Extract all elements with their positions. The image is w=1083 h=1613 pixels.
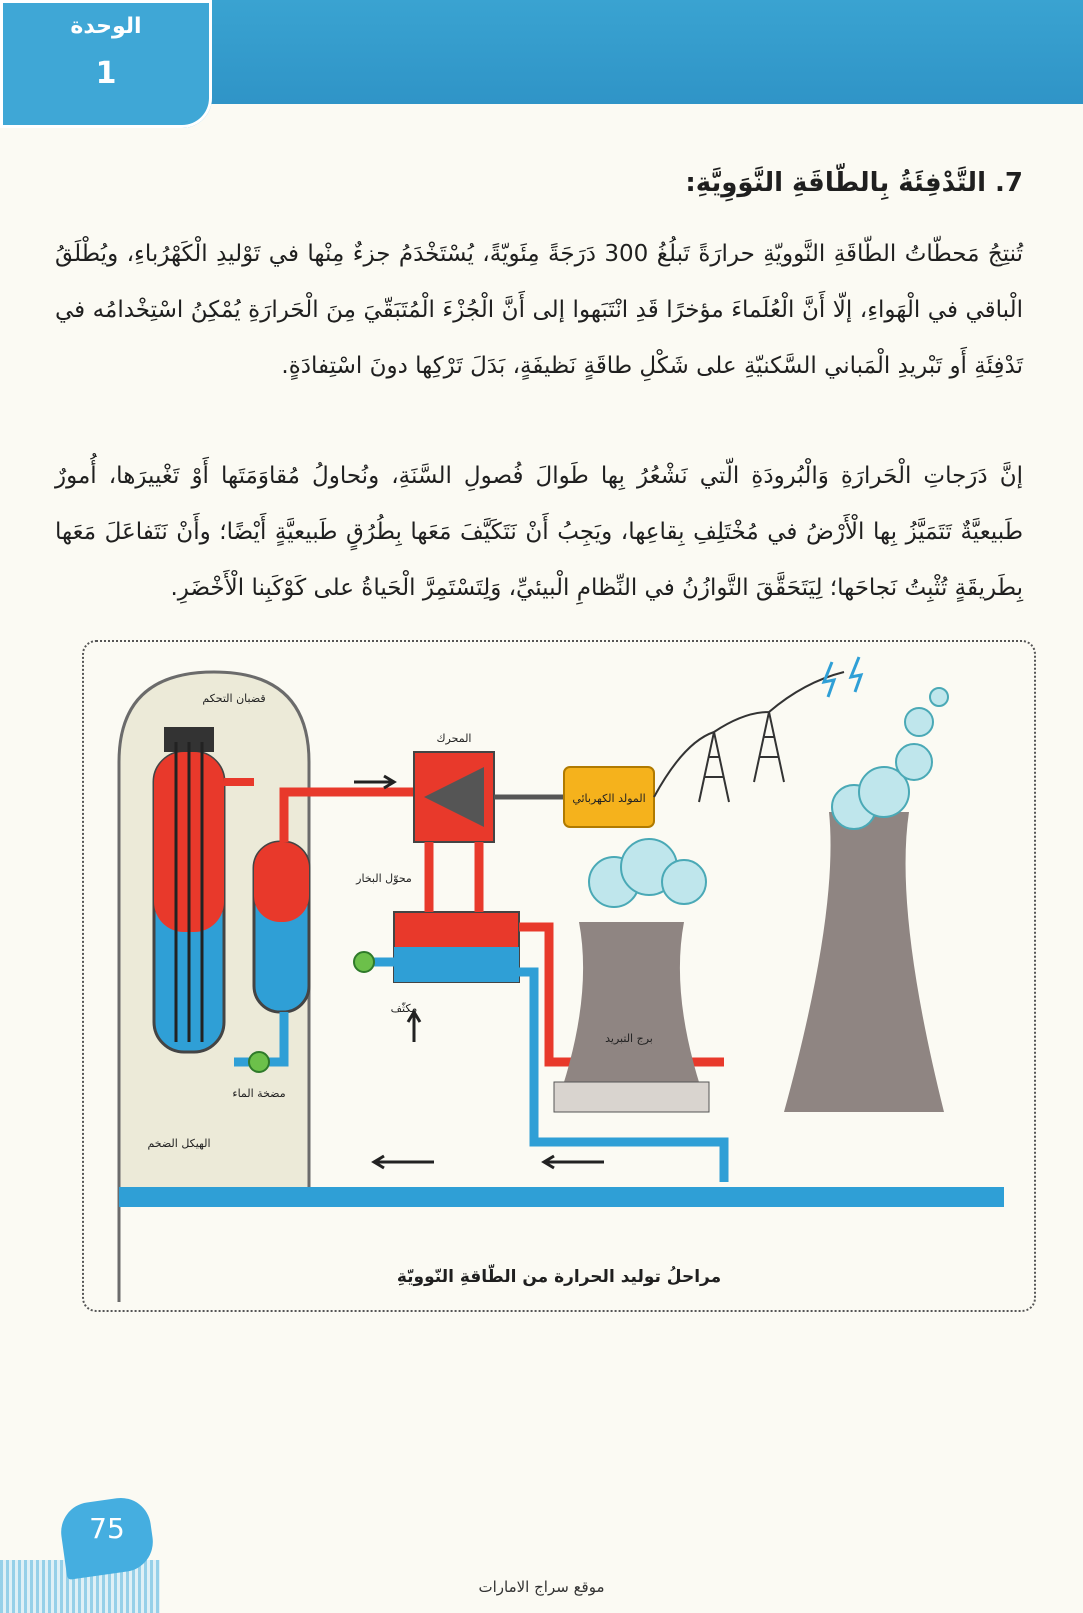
steam-generator-hot bbox=[254, 842, 309, 922]
paragraph-temperature: إنَّ دَرَجاتِ الْحَرارَةِ وَالْبُرودَةِ الّتي نَشْعُرُ بِها طَوالَ فُصولِ السَّنَةِ، ونُحاولُ مُقاوَمَتَها أَوْ تَغْييرَها، أُمورٌ طَبيعيَّةٌ تَتَمَيَّزُ بِها الْأَرْضُ في مُخْتَلِفِ بِقاعِها، ويَجِبُ أَنْ نَتَكَيَّفَ مَعَها بِطُرُقٍ طَبيعيَّةٍ أَيْضًا؛ وأَنْ نَتَفاعَلَ مَعَها بِطَريقَةٍ تُثْبِتُ نَجاحَها؛ لِيَتَحَقَّقَ التَّوازُنُ في النِّظامِ الْبيئيِّ، وَلِتَسْتَمِرَّ الْحَياةُ على كَوْكَبِنا الْأَخْضَرِ. bbox=[55, 463, 1023, 601]
lightning-icon bbox=[824, 662, 834, 697]
label-containment: الهيكل الضخم bbox=[147, 1137, 211, 1150]
label-water-pump: مضخة الماء bbox=[232, 1087, 286, 1100]
cooling-tower-2 bbox=[784, 812, 944, 1112]
section-heading: 7. التَّدْفِئَةُ بِالطّاقَةِ النَّوَوِيَّةِ: bbox=[685, 168, 1023, 198]
label-generator: المولد الكهربائي bbox=[572, 792, 646, 805]
condenser-cool-zone bbox=[394, 947, 519, 982]
label-cooling-tower: برج التبريد bbox=[605, 1032, 653, 1045]
water-pump-icon bbox=[249, 1052, 269, 1072]
page-number: 75 bbox=[89, 1512, 125, 1545]
steam-pipes bbox=[429, 842, 479, 912]
unit-label: الوحدة bbox=[70, 14, 142, 39]
footer-site-name: موقع سراج الامارات bbox=[478, 1578, 605, 1596]
figure-caption: مراحلُ توليد الحرارة من الطّاقةِ النّوويّةِ bbox=[396, 1267, 722, 1287]
unit-tab bbox=[0, 0, 212, 128]
label-condenser: مكثّف bbox=[390, 1002, 418, 1015]
lightning-icon bbox=[851, 657, 861, 692]
power-pylon-icons bbox=[654, 672, 844, 802]
nuclear-plant-figure bbox=[82, 640, 1036, 1312]
label-turbine: المحرك bbox=[436, 732, 472, 745]
paragraph-heating: تُنتِجُ مَحطّاتُ الطّاقَةِ النَّوويّةِ حرارَةً تَبلُغُ 300 دَرَجَةً مِئَويّةً، يُسْتَخْدَمُ جزءٌ مِنْها في تَوْليدِ الْكَهْرُباءِ، ويُطْلَقُ الْباقي في الْهَواءِ، إلّا أَنَّ الْعُلَماءَ مؤخرًا قَدِ انْتَبَهوا إلى أَنَّ الْجُزْءَ الْمُتَبَقّيَ مِنَ الْحَرارَةِ يُمْكِنُ اسْتِخْدامُه في تَدْفِئَةِ أَو تَبْريدِ الْمَباني السَّكنيّةِ على شَكْلِ طاقَةٍ نَظيفَةٍ، بَدَلَ تَرْكِها دونَ اسْتِفادَةٍ. bbox=[55, 241, 1023, 379]
plant-diagram bbox=[84, 642, 1034, 1310]
tower-vent bbox=[554, 1082, 709, 1112]
unit-number: 1 bbox=[95, 56, 117, 91]
water-pump-icon bbox=[354, 952, 374, 972]
label-steam-converter: محوّل البخار bbox=[356, 872, 412, 885]
label-control-rods: قضبان التحكم bbox=[202, 692, 266, 705]
water-channel bbox=[119, 1187, 1004, 1207]
